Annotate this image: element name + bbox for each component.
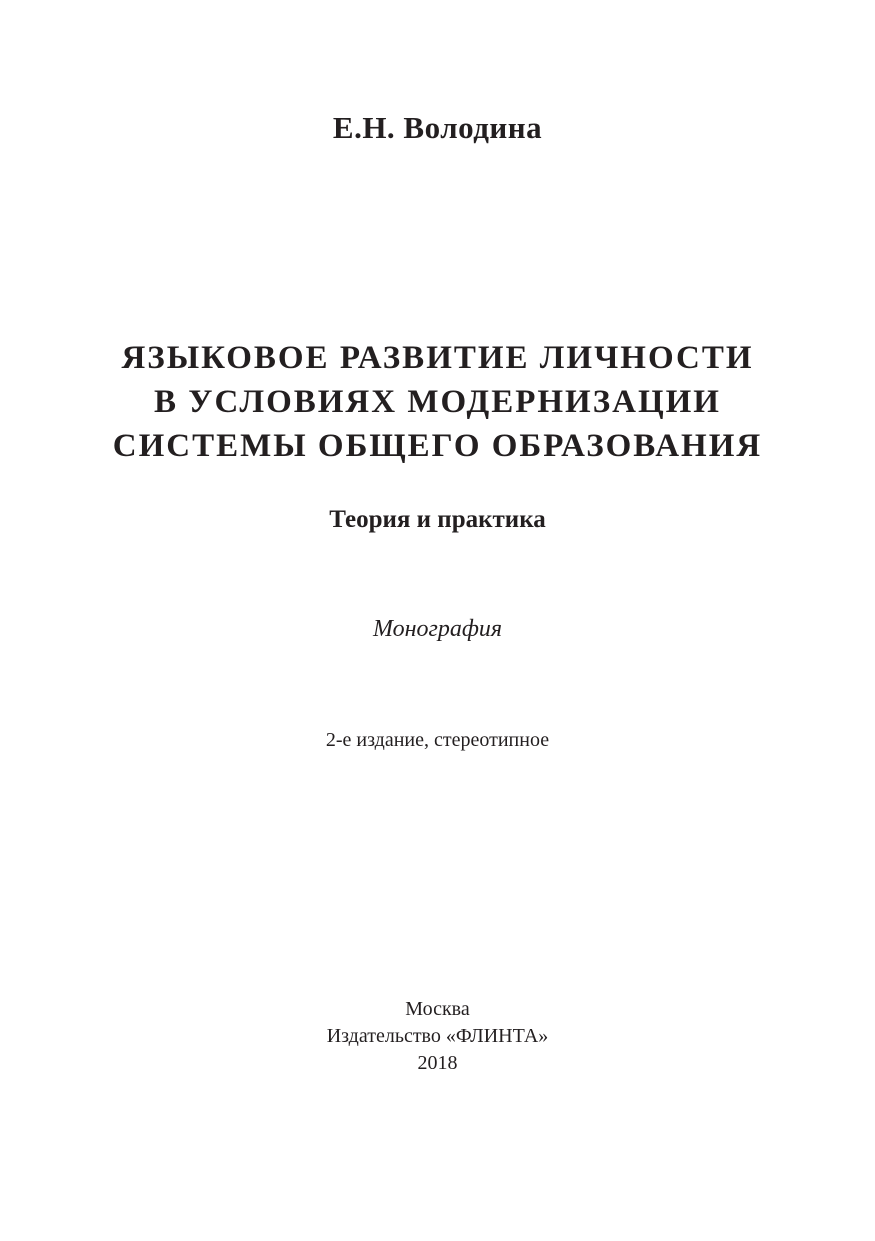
imprint-year: 2018 <box>417 1052 458 1074</box>
book-title-line: ЯЗЫКОВОЕ РАЗВИТИЕ ЛИЧНОСТИ <box>121 340 754 376</box>
genre-label: Монография <box>372 616 503 642</box>
book-title-line: В УСЛОВИЯХ МОДЕРНИЗАЦИИ <box>154 384 721 420</box>
book-title <box>0 336 875 468</box>
imprint <box>0 996 875 1077</box>
book-subtitle: Теория и практика <box>329 506 546 533</box>
imprint-publisher: Издательство «ФЛИНТА» <box>326 1025 549 1047</box>
edition-note: 2-е издание, стереотипное <box>325 729 550 751</box>
imprint-city: Москва <box>405 998 470 1020</box>
book-title-line: СИСТЕМЫ ОБЩЕГО ОБРАЗОВАНИЯ <box>112 428 763 464</box>
author-name: Е.Н. Володина <box>332 110 543 145</box>
